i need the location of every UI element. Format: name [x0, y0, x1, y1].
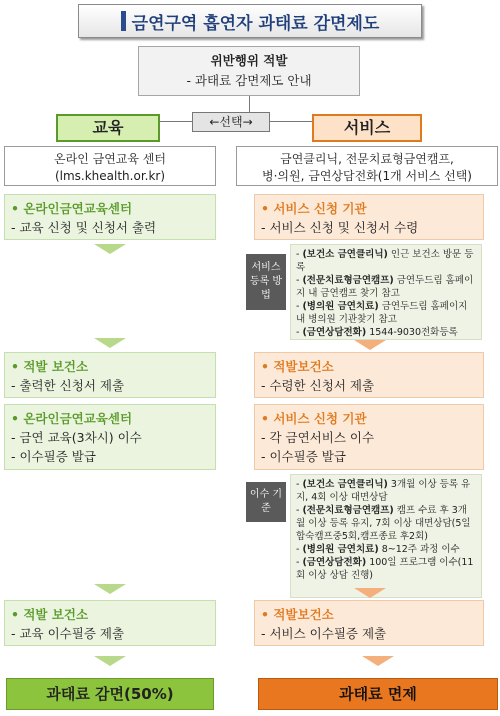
criteria-item-3-text: 8~12주 과정 이수 [378, 544, 460, 555]
criteria-item-4-bold: (금연상담전화) [302, 557, 367, 568]
down-arrow-icon [354, 588, 386, 598]
criteria-item-3: - (병의원 금연치료) 8~12주 과정 이수 [296, 544, 460, 555]
education-step-2 [4, 352, 216, 398]
service-institution-line1: 금연클리닉, 전문치료형금연캠프, [280, 152, 454, 166]
result-fine-exemption: 과태료 면제 [258, 678, 498, 710]
criteria-item-3-bold: (병의원 금연치료) [302, 544, 379, 555]
down-arrow-icon [362, 656, 394, 666]
register-item-4: - (금연상담전화) 1544-9030전화등록 [296, 327, 458, 338]
register-method-label [246, 254, 286, 310]
criteria-item-4-text: 100일 프로그램 이수(11회 이상 상담 진행) [296, 557, 474, 581]
service-step-1 [254, 194, 484, 240]
page-title [78, 4, 422, 38]
education-step-4-line: - 교육 이수필증 제출 [11, 626, 125, 641]
education-step-3-line2: - 이수필증 발급 [11, 449, 96, 464]
register-item-3-text: 금연두드림 홈페이지 내 병의원 기관찾기 참고 [296, 301, 468, 325]
register-item-2: - (전문치료형금연캠프) 금연두드림 홈페이지 내 금연캠프 찾기 참고 [296, 275, 474, 299]
down-arrow-icon [94, 338, 126, 348]
education-step-4 [4, 600, 216, 646]
register-item-4-text: 1544-9030전화등록 [366, 327, 458, 338]
result-fine-reduction: 과태료 감면(50%) [6, 678, 214, 710]
education-step-3 [4, 404, 216, 470]
education-step-1 [4, 194, 216, 240]
education-step-1-head: • 온라인금연교육센터 [11, 201, 133, 216]
education-step-4-head: • 적발 보건소 [11, 607, 89, 622]
service-step-2-line: - 수령한 신청서 제출 [261, 378, 375, 393]
service-institution-line2: 병·의원, 금연상담전화(1개 서비스 선택) [262, 169, 472, 183]
education-institution-url: (lms.khealth.or.kr) [54, 169, 166, 183]
criteria-item-2-text: 캠프 수료 후 3개월 이상 등록 유지, 7회 이상 대면상담(5일합숙캠프중5회,캠프종료 후2회) [296, 505, 471, 542]
select-label: ←선택→ [192, 112, 270, 132]
service-step-2 [254, 352, 484, 398]
register-item-1-bold: (보건소 금연클리닉) [302, 249, 388, 260]
service-header: 서비스 [312, 114, 422, 142]
service-step-2-head: • 적발보건소 [261, 359, 334, 374]
violation-box [138, 46, 360, 96]
service-step-3 [254, 404, 484, 470]
completion-criteria-details [290, 474, 482, 598]
criteria-item-4: - (금연상담전화) 100일 프로그램 이수(11회 이상 상담 진행) [296, 557, 474, 581]
register-item-4-bold: (금연상담전화) [302, 327, 367, 338]
service-step-1-line: - 서비스 신청 및 신청서 수령 [261, 220, 419, 235]
violation-line1: 위반행위 적발 [210, 53, 288, 68]
down-arrow-icon [94, 584, 126, 594]
criteria-item-2: - (전문치료형금연캠프) 캠프 수료 후 3개월 이상 등록 유지, 7회 이상 대면상담(5일합숙캠프중5회,캠프종료 후2회) [296, 505, 471, 542]
register-item-3: - (병의원 금연치료) 금연두드림 홈페이지 내 병의원 기관찾기 참고 [296, 301, 468, 325]
service-step-1-head: • 서비스 신청 기관 [261, 201, 367, 216]
register-method-details [290, 244, 482, 340]
title-accent-bar [121, 11, 126, 31]
completion-criteria-label [246, 482, 286, 522]
education-step-3-head: • 온라인금연교육센터 [11, 411, 133, 426]
service-step-4-line: - 서비스 이수필증 제출 [261, 626, 387, 641]
down-arrow-icon [94, 244, 126, 254]
register-item-1: - (보건소 금연클리닉) 인근 보건소 방문 등록 [296, 249, 474, 273]
service-institution [236, 146, 498, 186]
register-item-2-bold: (전문치료형금연캠프) [302, 275, 394, 286]
criteria-item-1-bold: (보건소 금연클리닉) [302, 479, 388, 490]
education-step-2-line: - 출력한 신청서 제출 [11, 378, 125, 393]
down-arrow-icon [354, 340, 386, 350]
education-institution-name: 온라인 금연교육 센터 [54, 152, 166, 166]
education-step-2-head: • 적발 보건소 [11, 359, 89, 374]
education-step-1-line: - 교육 신청 및 신청서 출력 [11, 220, 157, 235]
register-item-1-text: 인근 보건소 방문 등록 [296, 249, 474, 273]
criteria-item-1-text: 3개월 이상 등록 유지, 4회 이상 대면상담 [296, 479, 471, 503]
service-step-4 [254, 600, 484, 646]
service-step-3-head: • 서비스 신청 기관 [261, 411, 367, 426]
service-step-3-line1: - 각 금연서비스 이수 [261, 430, 375, 445]
education-header: 교육 [56, 114, 160, 142]
register-item-3-bold: (병의원 금연치료) [302, 301, 379, 312]
criteria-item-1: - (보건소 금연클리닉) 3개월 이상 등록 유지, 4회 이상 대면상담 [296, 479, 471, 503]
register-item-2-text: 금연두드림 홈페이지 내 금연캠프 찾기 참고 [296, 275, 474, 299]
completion-criteria-label-text: 이수 기준 [249, 489, 283, 514]
title-text: 금연구역 흡연자 과태료 감면제도 [131, 13, 380, 34]
violation-line2: - 과태료 감면제도 안내 [186, 73, 312, 88]
education-step-3-line1: - 금연 교육(3차시) 이수 [11, 430, 142, 445]
education-institution [4, 146, 216, 186]
down-arrow-icon [94, 656, 126, 666]
criteria-item-2-bold: (전문치료형금연캠프) [302, 505, 394, 516]
service-step-3-line2: - 이수필증 발급 [261, 449, 346, 464]
register-method-label-text: 서비스 등록 방법 [249, 262, 283, 301]
service-step-4-head: • 적발보건소 [261, 607, 334, 622]
